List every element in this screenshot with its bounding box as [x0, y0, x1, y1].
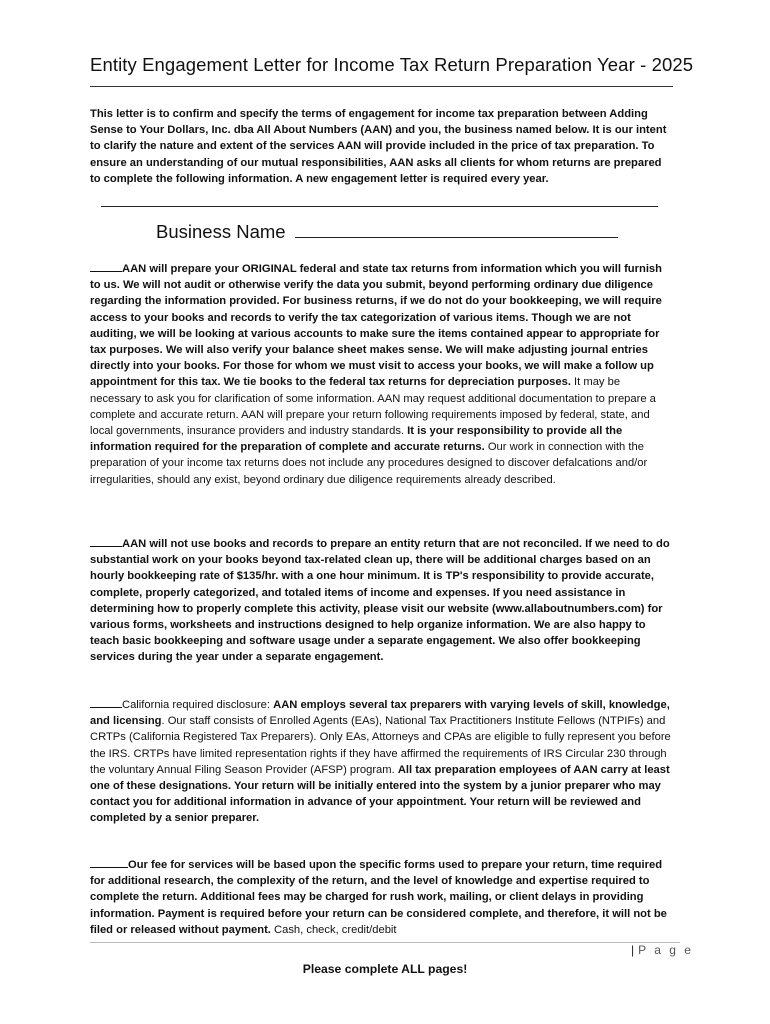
page-label-bar: | [631, 943, 635, 957]
page-label-text: P a g e [638, 943, 694, 957]
intro-paragraph: This letter is to confirm and specify the terms of engagement for income tax preparation between Adding Sense to Your Dollars, Inc. dba All About Numbers (AAN) and you, the business named below. It is our intent to clarify the nature and extent of the services AAN will provide included in the price of tax preparation. To ensure an understanding of our mutual responsibilities, AAN asks all clients for whom returns are prepared to complete the following information. A new engagement letter is required every year. [90, 108, 667, 185]
footer-note: Please complete ALL pages! [302, 962, 468, 976]
paragraph-text: Cash, check, credit/debit [270, 923, 397, 936]
paragraph-fees [90, 856, 674, 938]
paragraph-bold-text: AAN will prepare your ORIGINAL federal and state tax returns from information which you will furnish to us. We will not audit or otherwise verify the data you submit, beyond performing ordinary due diligence regarding the information provided. For business returns, if we do not do your bookkeeping, we will require access to your books and records to verify the tax categorization of various items. Though we are not auditing, we will be looking at various accounts to make sure the items contained appear to appropriate for tax purposes. We will also verify your balance sheet makes sense. We will make adjusting journal entries directly into your books. For those for whom we must visit to access your books, we will make a follow up appointment for this tax. We tie books to the federal tax returns for depreciation purposes. [90, 263, 662, 389]
paragraph-california-disclosure [90, 696, 674, 827]
footer-divider [90, 942, 680, 943]
initial-blank[interactable] [90, 696, 122, 708]
paragraph-bold-text: AAN employs several tax preparers with varying levels of skill, knowledge, and licensing [90, 699, 670, 728]
paragraph-bold-text: AAN will not use books and records to prepare an entity return that are not reconciled. If we need to do substantial work on your books beyond tax-related clean up, there will be additional charges based on an hourly bookkeeping rate of $135/hr. with a one hour minimum. It is TP's responsibility to provide accurate, complete, properly categorized, and totaled items of income and expenses. If you need assistance in determining how to properly complete this activity, please visit our website (www.allaboutnumbers.com) for various forms, worksheets and instructions designed to help organize information. We are also happy to teach basic bookkeeping and software usage under a separate engagement. We also offer bookkeeping services during the year under a separate engagement. [90, 538, 670, 664]
paragraph-books-records [90, 535, 674, 666]
page-number-label [631, 943, 693, 957]
initial-blank[interactable] [90, 535, 122, 547]
paragraph-text: It may be necessary to ask you for clarification of some information. AAN may request additional documentation to prepare a complete and accurate return. AAN will prepare your return following requirements imposed by federal, state, and local governments, insurance providers and industry standards. [90, 376, 656, 438]
paragraph-text: Our work in connection with the preparation of your income tax returns does not include any procedures designed to discover defalcations and/or irregularities, should any exist, beyond ordinary due diligence requirements already described. [90, 441, 648, 486]
business-name-field[interactable] [156, 219, 618, 243]
paragraph-bold-text: Our fee for services will be based upon the specific forms used to prepare your return, time required for additional research, the complexity of the return, and the level of knowledge and expertise required to complete the return. Additional fees may be charged for rush work, mailing, or client delays in providing information. Payment is required before your return can be considered complete, and therefore, it will not be filed or released without payment. [90, 859, 667, 936]
title-divider [90, 86, 673, 87]
paragraph-original-returns [90, 260, 674, 488]
initial-blank[interactable] [90, 856, 128, 868]
intro-divider [101, 206, 658, 207]
business-name-blank[interactable] [295, 219, 618, 238]
paragraph-bold-text: All tax preparation employees of AAN carry at least one of these designations. Your return will be initially entered into the system by a junior preparer who may contact you for additional information in advance of your appointment. Your return will be reviewed and completed by a senior preparer. [90, 763, 670, 825]
paragraph-bold-text: It is your responsibility to provide all the information required for the preparation of complete and accurate returns. [90, 425, 623, 454]
paragraph-text: California required disclosure: [122, 699, 274, 711]
paragraph-text: . Our staff consists of Enrolled Agents (EAs), National Tax Practitioners Institute Fellows (NTPIFs) and CRTPs (California Registered Tax Preparers). Only EAs, Attorneys and CPAs are eligible to fully represent you before the IRS. CRTPs have limited representation rights if they have affirmed the requirements of IRS Circular 230 through the voluntary Annual Filing Season Provider (AFSP) program. [90, 715, 671, 776]
initial-blank[interactable] [90, 260, 122, 272]
document-title: Entity Engagement Letter for Income Tax Return Preparation Year - 2025 [90, 54, 694, 75]
business-name-label: Business Name [156, 221, 286, 242]
